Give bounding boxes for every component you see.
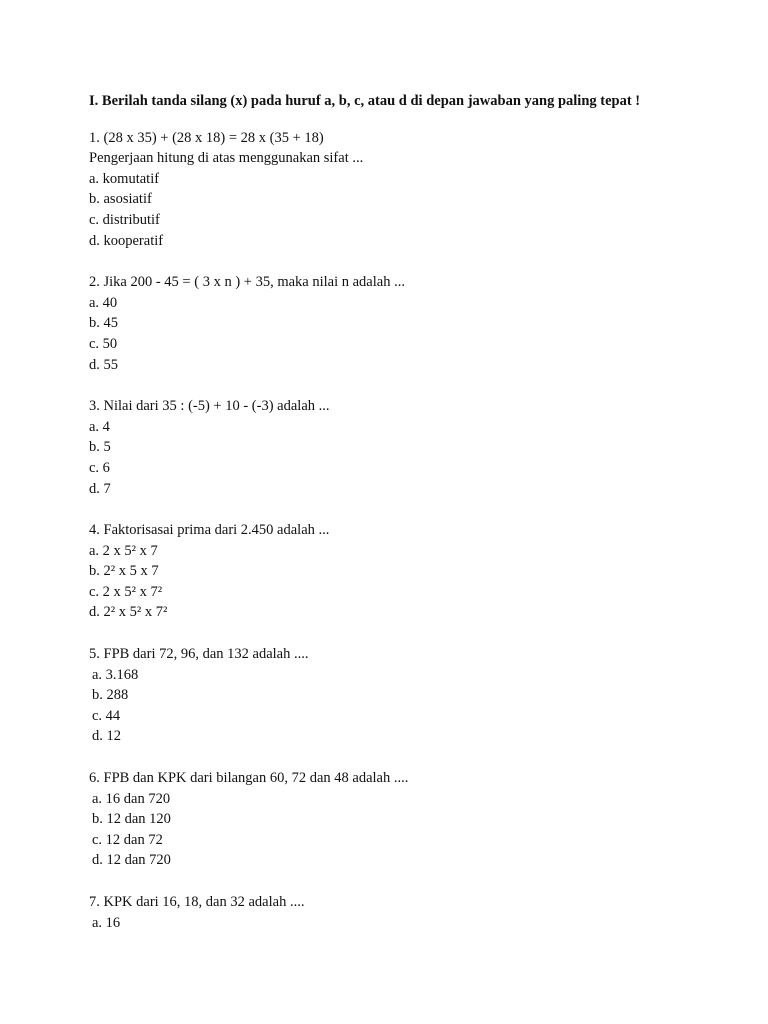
answer-option[interactable]: a. 3.168 [92, 666, 139, 683]
question-text: 5. FPB dari 72, 96, dan 132 adalah .... [89, 646, 309, 663]
answer-option[interactable]: d. 12 dan 720 [92, 852, 171, 869]
question-text: 3. Nilai dari 35 : (-5) + 10 - (-3) adalah ... [89, 398, 330, 415]
question-text: 1. (28 x 35) + (28 x 18) = 28 x (35 + 18) [89, 129, 324, 146]
question-1 [89, 128, 749, 252]
question-2 [89, 272, 749, 375]
question-5 [89, 644, 749, 747]
answer-option[interactable]: c. 12 dan 72 [92, 831, 163, 848]
question-text: 6. FPB dan KPK dari bilangan 60, 72 dan 48 adalah .... [89, 770, 409, 787]
question-3 [89, 396, 749, 499]
answer-option[interactable]: b. asosiatif [89, 191, 152, 208]
answer-option[interactable]: b. 5 [89, 439, 111, 456]
question-4 [89, 520, 749, 623]
instruction-heading: I. Berilah tanda silang (x) pada huruf a, b, c, atau d di depan jawaban yang paling tepat ! [89, 93, 641, 109]
question-6 [89, 768, 749, 871]
question-subtext: Pengerjaan hitung di atas menggunakan sifat ... [89, 150, 364, 167]
answer-option[interactable]: a. 2 x 5² x 7 [89, 542, 158, 559]
question-text: 4. Faktorisasai prima dari 2.450 adalah ... [89, 522, 330, 539]
answer-option[interactable]: b. 12 dan 120 [92, 811, 171, 828]
answer-option[interactable]: a. 16 [92, 914, 121, 931]
answer-option[interactable]: d. 2² x 5² x 7² [89, 604, 168, 621]
answer-option[interactable]: a. komutatif [89, 170, 160, 187]
answer-option[interactable]: c. 44 [92, 707, 121, 724]
answer-option[interactable]: b. 288 [92, 687, 129, 704]
answer-option[interactable]: b. 2² x 5 x 7 [89, 563, 159, 580]
answer-option[interactable]: b. 45 [89, 315, 118, 332]
question-list [89, 128, 749, 934]
worksheet-page [89, 91, 749, 954]
answer-option[interactable]: a. 16 dan 720 [92, 790, 171, 807]
answer-option[interactable]: c. distributif [89, 211, 160, 228]
answer-option[interactable]: c. 50 [89, 335, 118, 352]
answer-option[interactable]: c. 6 [89, 459, 110, 476]
question-7 [89, 892, 749, 933]
answer-option[interactable]: d. 55 [89, 356, 118, 373]
question-text: 7. KPK dari 16, 18, dan 32 adalah .... [89, 894, 305, 910]
answer-option[interactable]: a. 40 [89, 294, 118, 311]
answer-option[interactable]: d. kooperatif [89, 232, 164, 249]
answer-option[interactable]: c. 2 x 5² x 7² [89, 583, 163, 600]
answer-option[interactable]: d. 7 [89, 480, 111, 497]
answer-option[interactable]: a. 4 [89, 418, 110, 435]
answer-option[interactable]: d. 12 [92, 728, 121, 745]
question-text: 2. Jika 200 - 45 = ( 3 x n ) + 35, maka nilai n adalah ... [89, 274, 405, 291]
